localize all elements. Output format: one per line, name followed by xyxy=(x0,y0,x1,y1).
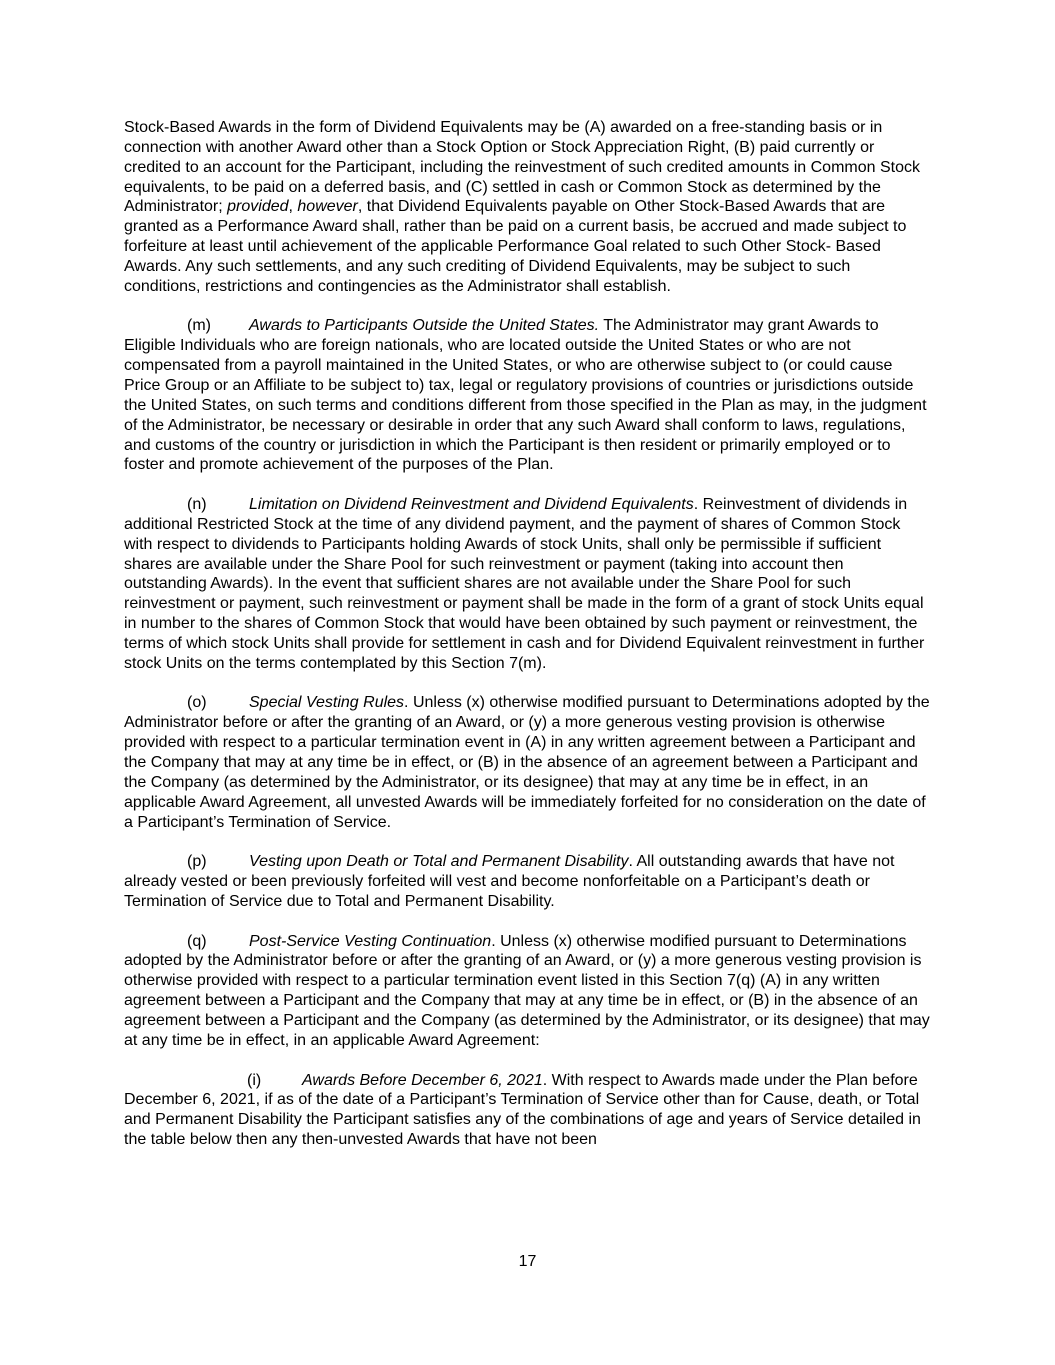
section-title: Post-Service Vesting Continuation xyxy=(249,932,492,950)
section-title: Limitation on Dividend Reinvestment and Dividend Equivalents xyxy=(249,496,694,514)
section-body: . All outstanding awards that have not already vested or been previously forfeited will vest and become nonforfeitable on a Participant’s death or Termination of Service due to Total and Permanent Disability. xyxy=(124,853,895,910)
document-page xyxy=(124,118,930,1170)
section-body: . Unless (x) otherwise modified pursuant to Determinations adopted by the Administrator before or after the granting of an Award, or (y) a more generous vesting provision is otherwise provided with respect to a particular termination event listed in this Section 7(q) (A) in any written agreement between a Participant and the Company that may at any time be in effect, or (B) in the absence of an agreement between a Participant and the Company (as determined by the Administrator, or its designee) that may at any time be in effect, in an applicable Award Agreement: xyxy=(124,932,930,1049)
section-title: Vesting upon Death or Total and Permanent Disability xyxy=(249,853,629,871)
section-body: The Administrator may grant Awards to Eligible Individuals who are foreign nationals, who are located outside the United States or who are not compensated from a payroll maintained in the United States, or who are otherwise subject to (or could cause Price Group or an Affiliate to be subject to) tax, legal or regulatory provisions of countries or jurisdictions outside the United States, on such terms and conditions different from those specified in the Plan as may, in the judgment of the Administrator, be necessary or desirable in order that any such Award shall conform to laws, regulations, and customs of the country or jurisdiction in which the Participant is then resident or primarily employed or to foster and promote achievement of the purposes of the Plan. xyxy=(124,317,927,474)
intro-text-part1: Stock-Based Awards in the form of Dividend Equivalents may be (A) awarded on a free-standing basis or in connection with another Award other than a Stock Option or Stock Appreciation Right, (B) paid currently or credited to an account for the Participant, including the reinvestment of such credited amounts in Common Stock equivalents, to be paid on a deferred basis, and (C) settled in cash or Common Stock as determined by the Administrator; xyxy=(124,119,920,216)
subsection-i-paragraph xyxy=(124,1071,930,1150)
section-p-paragraph xyxy=(124,852,930,912)
subsection-body: . With respect to Awards made under the Plan before December 6, 2021, if as of the date of a Participant’s Termination of Service other than for Cause, death, or Total and Permanent Disability the Participant satisfies any of the combinations of age and years of Service detailed in the table below then any then-unvested Awards that have not been xyxy=(124,1071,921,1149)
intro-text-part2: , that Dividend Equivalents payable on Other Stock-Based Awards that are granted as a Performance Award shall, rather than be paid on a current basis, be accrued and made subject to forfeiture at least until achievement of the applicable Performance Goal related to such Other Stock- Based Awards. Any such settlements, and any such crediting of Dividend Equivalents, may be subject to such conditions, restrictions and contingencies as the Administrator shall establish. xyxy=(124,198,907,295)
intro-however: however xyxy=(297,198,358,216)
section-title: Awards to Participants Outside the United States. xyxy=(249,317,600,335)
subsection-title: Awards Before December 6, 2021 xyxy=(302,1071,543,1089)
section-body: . Unless (x) otherwise modified pursuant to Determinations adopted by the Administrator before or after the granting of an Award, or (y) a more generous vesting provision is otherwise provided with respect to a particular termination event in (A) in any written agreement between a Participant and the Company that may at any time be in effect, or (B) in the absence of an agreement between a Participant and the Company (as determined by the Administrator, or its designee) that may at any time be in effect, in an applicable Award Agreement, all unvested Awards will be immediately forfeited for no consideration on the date of a Participant’s Termination of Service. xyxy=(124,694,930,831)
section-o-paragraph xyxy=(124,693,930,832)
section-label: (o) xyxy=(187,694,207,712)
section-n-paragraph xyxy=(124,495,930,674)
intro-provided: provided xyxy=(227,198,289,216)
section-title: Special Vesting Rules xyxy=(249,694,405,712)
section-label: (p) xyxy=(187,853,207,871)
subsection-label: (i) xyxy=(247,1071,262,1089)
section-label: (n) xyxy=(187,496,207,514)
page-number: 17 xyxy=(518,1253,537,1270)
section-label: (q) xyxy=(187,932,207,950)
section-label: (m) xyxy=(187,317,211,335)
section-m-paragraph xyxy=(124,316,930,475)
section-q-paragraph xyxy=(124,932,930,1051)
section-body: . Reinvestment of dividends in additional Restricted Stock at the time of any dividend payment, and the payment of shares of Common Stock with respect to dividends to Participants holding Awards of stock Units, shall only be permissible if sufficient shares are available under the Share Pool for such reinvestment or payment (taking into account then outstanding Awards). In the event that sufficient shares are not available under the Share Pool for such reinvestment or payment, such reinvestment or payment shall be made in the form of a grant of stock Units equal in number to the shares of Common Stock that would have been obtained by such payment or reinvestment, the terms of which stock Units shall provide for settlement in cash and for Dividend Equivalent reinvestment in further stock Units on the terms contemplated by this Section 7(m). xyxy=(124,496,925,672)
intro-paragraph xyxy=(124,118,930,297)
intro-separator: , xyxy=(288,198,298,216)
